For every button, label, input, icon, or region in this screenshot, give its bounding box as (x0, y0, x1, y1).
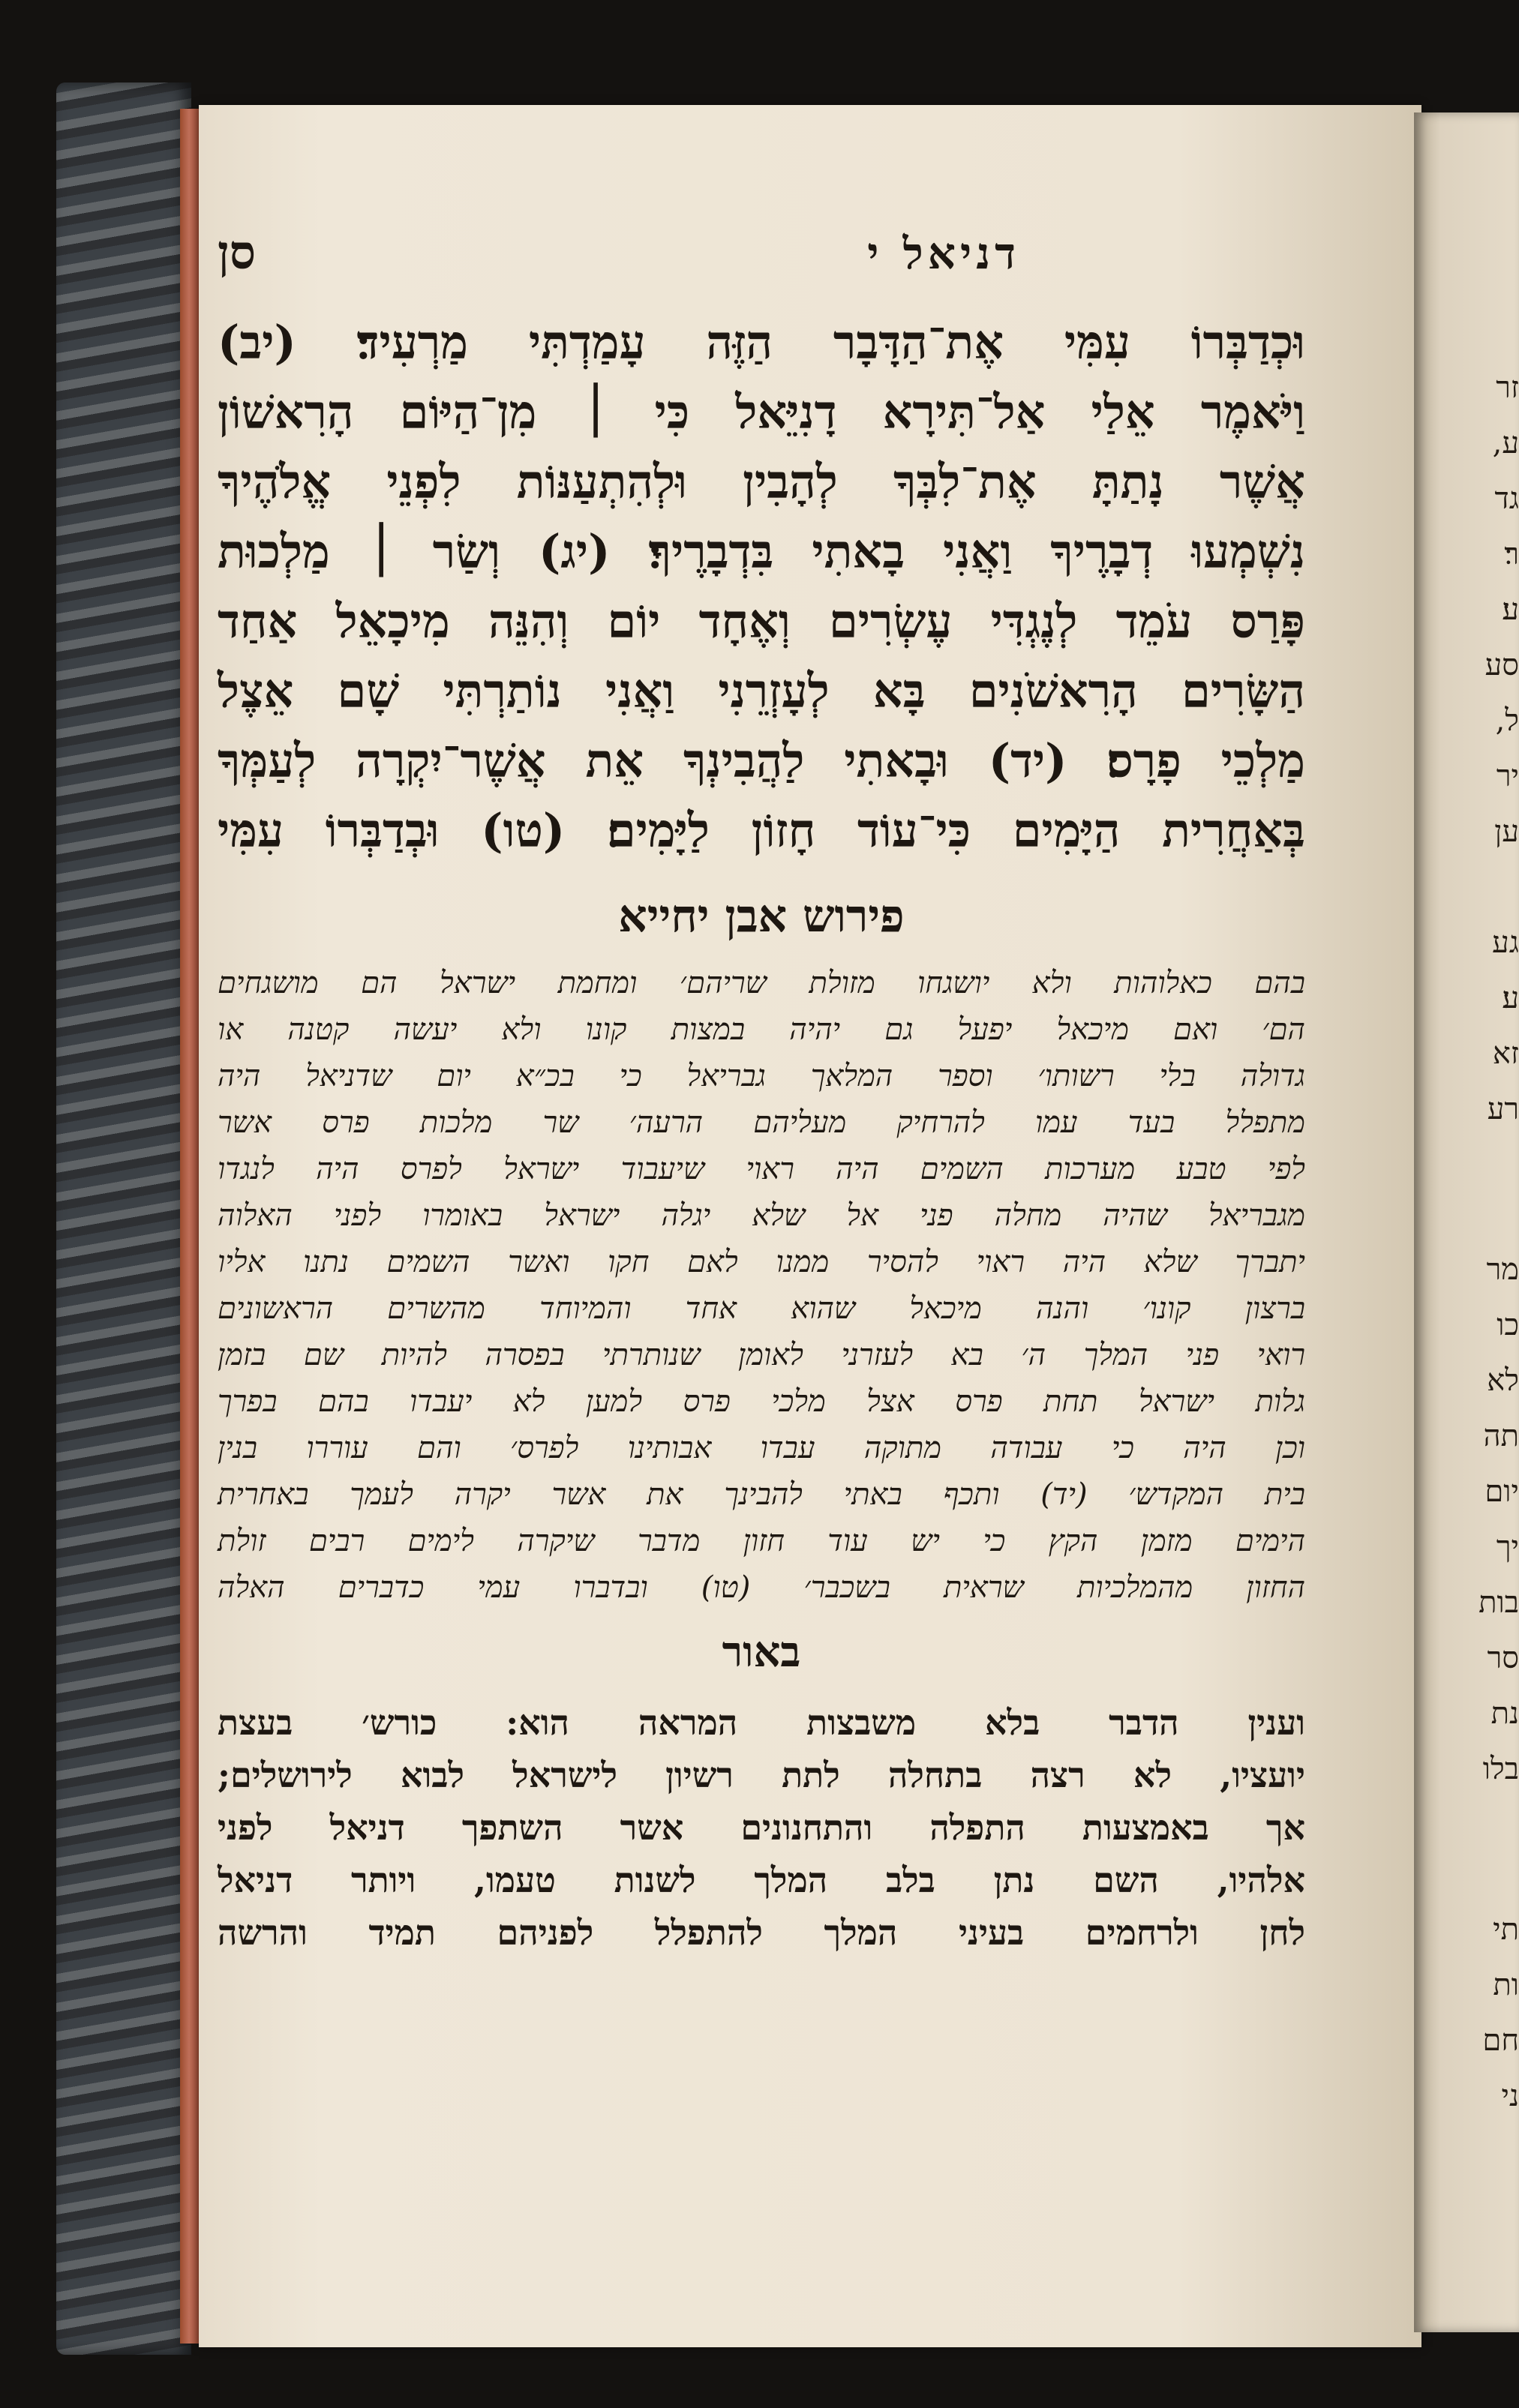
commentary-line: גדולה בלי רשותו׳ וספר המלאך גבריאל כי בכ״א יום שדניאל היה (218, 1059, 1305, 1093)
verse-line: נִשְׁמְעוּ דְבָרֶיךָ וַאֲנִי בָאתִי בִּדְבָרֶיךָ׃ (יג) וְשַׂר ׀ מַלְכוּת (218, 524, 1305, 579)
facing-page-fragment: מר (1486, 1252, 1519, 1287)
facing-page-fragment: ות (1493, 1968, 1519, 2002)
biur-line: אלהיו, השם נתן בלב המלך לשנות טעמו, ויותר דניאל (218, 1860, 1305, 1900)
commentary-line: בית המקדש׳ (יד) ותכף באתי להבינך את אשר יקרה לעמך באחרית (218, 1477, 1305, 1512)
commentary-line: הם׳ ואם מיכאל יפעל גם יהיה במצות קונו ולא יעשה קטנה או (218, 1012, 1305, 1047)
facing-page-fragment: תה (1483, 1419, 1519, 1453)
facing-page-fragment: בלו (1482, 1752, 1519, 1786)
biur-heading: באור (722, 1627, 801, 1677)
commentary-line: וכן היה כי עבודה מתוקה עבדו אבותינו לפרס׳ והם עוררו בנין (218, 1431, 1305, 1465)
facing-page-text (1436, 360, 1519, 2179)
commentary-line: מגבריאל שהיה מחלה פני אל שלא יגלה ישראל באומרו לפני האלוה (218, 1198, 1305, 1233)
facing-page-edge (1414, 112, 1519, 2332)
facing-page-fragment: בות (1478, 1585, 1519, 1620)
facing-page-fragment: זר (1496, 370, 1519, 405)
verse-line: פָּרַס עֹמֵד לְנֶגְדִּי עֶשְׂרִים וְאֶחָד יוֹם וְהִנֵּה מִיכָאֵל אַחַד (218, 594, 1305, 649)
facing-page-fragment: כו (1496, 1308, 1519, 1342)
facing-page-fragment: נת (1490, 1696, 1519, 1731)
facing-page-fragment: תי (1493, 1912, 1519, 1947)
commentary-line: החזון מהמלכיות שראית בשכבר׳ (טו) ובדברו עמי כדברים האלה (218, 1570, 1305, 1605)
commentary-line: לפי טבע מערכות השמים היה ראוי שיעבוד ישראל לפרס היה לנגדו (218, 1152, 1305, 1186)
facing-page-fragment: יר (1496, 759, 1519, 793)
verse-line: הַשָּׂרִים הָרִאשֹׁנִים בָּא לְעָזְרֵנִי וַאֲנִי נוֹתַרְתִּי שָׁם אֵצֶל (218, 664, 1305, 718)
facing-page-fragment: חם (1482, 2023, 1519, 2058)
facing-page-fragment: ען (1494, 814, 1519, 849)
commentary-line: בהם כאלוהות ולא יושגחו מזולת שריהם׳ ומחמת ישראל הם מושגחים (218, 966, 1305, 1000)
facing-page-fragment: סע (1484, 648, 1519, 682)
running-head-title: דניאל י (867, 228, 1020, 279)
facing-page-gap (1436, 1137, 1519, 1242)
verse-line: וּכְדַבְּרוֹ עִמִּי אֶת־הַדָּבָר הַזֶּה עָמַדְתִּי מַרְעִיד׃ (יב) (218, 315, 1305, 370)
commentary-text (218, 960, 1305, 1611)
facing-page-fragment: סר (1487, 1641, 1519, 1675)
commentary-line: רואי פני המלך ה׳ בא לעזרני לאומן שנותרתי בפסרה להיות שם בזמן (218, 1338, 1305, 1372)
page-number: סן (218, 225, 257, 280)
biur-line: אך באמצעות התפלה והתחנונים אשר השתפך דניאל לפני (218, 1807, 1305, 1848)
facing-page-fragment: רע (1487, 1092, 1519, 1126)
running-head (218, 225, 1305, 292)
facing-page-fragment (1436, 2124, 1519, 2179)
verse-line: אֲשֶׁר נָתַתָּ אֶת־לִבְּךָ לְהָבִין וּלְהִתְעַנּוֹת לִפְנֵי אֱלֹהֶיךָ (218, 454, 1305, 509)
facing-page-fragment: יך (1496, 1530, 1519, 1564)
facing-page-fragment: יום (1484, 1474, 1519, 1509)
facing-page-fragment: ע׃ (1502, 592, 1519, 627)
biur-text (218, 1696, 1305, 1959)
biur-line: יועציו, לא רצה בתחלה לתת רשיון לישראל לבוא לירושלים; (218, 1755, 1305, 1795)
biur-line: וענין הדבר בלא משבצות המראה הוא: כורש׳ בעצת (218, 1702, 1305, 1743)
facing-page-fragment (1436, 859, 1519, 915)
verse-line: מַלְכֵי פָרָס׃ (יד) וּבָאתִי לַהֲבִינְךָ אֵת אֲשֶׁר־יִקְרָה לְעַמְּךָ (218, 733, 1305, 788)
facing-page-fragment: ע׃ (1502, 981, 1519, 1015)
page-content (218, 225, 1305, 1959)
commentary-heading: פירוש אבן יחייא (618, 890, 905, 943)
commentary-line: גלות ישראל תחת פרס אצל מלכי פרס למען לא יעבדו בהם בפרך (218, 1384, 1305, 1419)
facing-page-fragment: זא (1492, 1036, 1519, 1071)
verse-line: וַיֹּאמֶר אֵלַי אַל־תִּירָא דָנִיֵּאל כִּי ׀ מִן־הַיּוֹם הָרִאשׁוֹן (218, 385, 1305, 439)
commentary-line: הימים מזמן הקץ כי יש עוד חזון מדבר שיקרה לימים רבים זולת (218, 1524, 1305, 1558)
commentary-line: יתברך שלא היה ראוי להסיר ממנו לאם חקו ואשר השמים נתנו אליו (218, 1245, 1305, 1279)
facing-page-fragment: גד (1494, 481, 1519, 516)
facing-page-fragment: גע (1492, 925, 1519, 960)
marbled-cover (56, 82, 191, 2355)
facing-page-fragment: ל, (1495, 703, 1519, 738)
verse-line: בְּאַחֲרִית הַיָּמִים כִּי־עוֹד חָזוֹן לַיָּמִים׃ (טו) וּבְדַבְּרוֹ עִמִּי (218, 803, 1305, 858)
commentary-line: מתפלל בעד עמו להרחיק מעליהם הרעה׳ שר מלכות פרס אשר (218, 1105, 1305, 1140)
facing-page-fragment: ע, (1492, 426, 1519, 460)
facing-page-gap (1436, 1797, 1519, 1902)
scripture-text (218, 307, 1305, 865)
biur-line: לחן ולרחמים בעיני המלך להתפלל לפניהם תמיד והרשה (218, 1912, 1305, 1953)
facing-page-fragment: ני (1501, 2079, 1519, 2113)
facing-page-fragment: ר׃ (1504, 537, 1519, 571)
commentary-line: ברצון קונו׳ והנה מיכאל שהוא אחד והמיוחד מהשרים הראשונים (218, 1291, 1305, 1326)
facing-page-fragment: לא (1487, 1363, 1519, 1398)
